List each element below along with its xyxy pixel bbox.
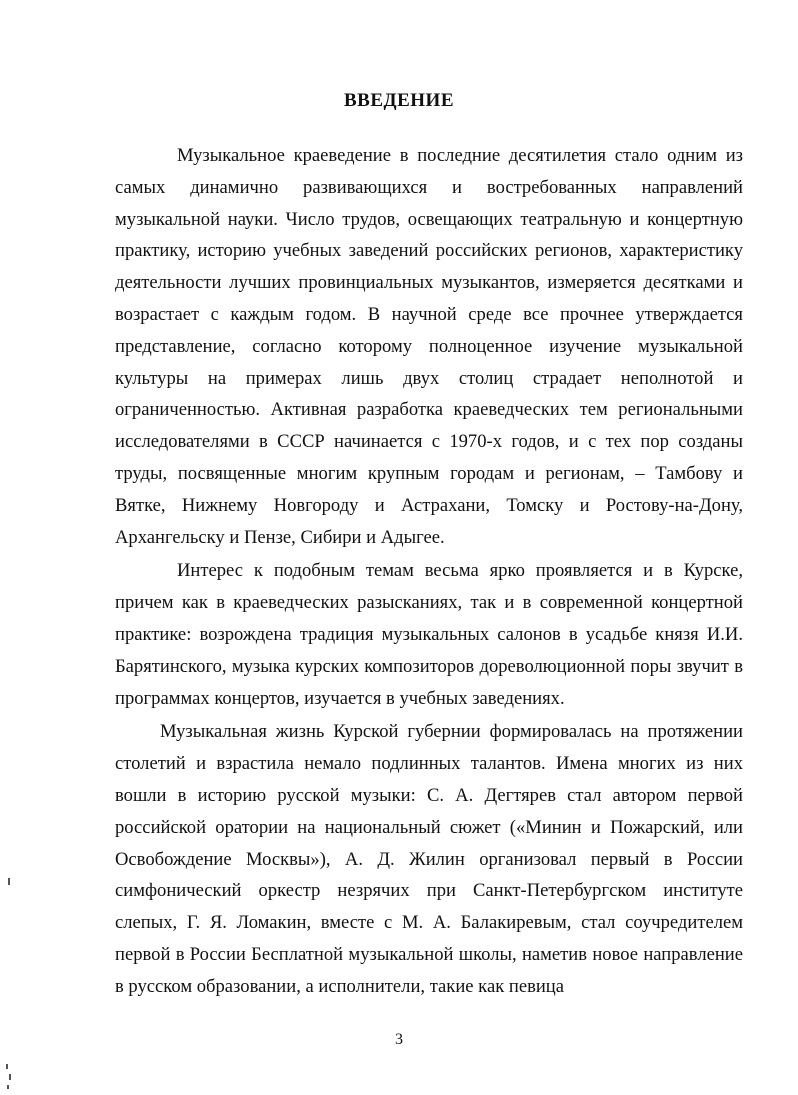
paragraph-3: Музыкальная жизнь Курской губернии формировалась на протяжении столетий и взрастила немало подлинных талантов. Имена многих из них вошли в историю русской музыки: С. А. Дегтярев стал автором первой российской оратории на национальный сюжет («Минин и Пожарский, или Освобождение Москвы»), А. Д. Жилин организовал первый в России симфонический оркестр незрячих при Санкт-Петербургском институте слепых, Г. Я. Ломакин, вместе с М. А. Балакиревым, стал соучредителем первой в России Бесплатной музыкальной школы, наметив новое направление в русском образовании, а исполнители, такие как певица — [115, 721, 743, 997]
scan-artifact-mark — [8, 878, 10, 885]
body-text — [115, 140, 743, 1003]
paragraph-1: Музыкальное краеведение в последние десятилетия стало одним из самых динамично развивающихся и востребованных направлений музыкальной науки. Число трудов, освещающих театральную и концертную практику, историю учебных заведений российских регионов, характеристику деятельности лучших провинциальных музыкантов, измеряется десятками и возрастает с каждым годом. В научной среде все прочнее утверждается представление, согласно которому полноценное изучение музыкальной культуры на примерах лишь двух столиц страдает неполнотой и ограниченностью. Активная разработка краеведческих тем региональными исследователями в СССР начинается с 1970-х годов, и с тех пор созданы труды, посвященные многим крупным городам и регионам, – Тамбову и Вятке, Нижнему Новгороду и Астрахани, Томску и Ростову-на-Дону, Архангельску и Пензе, Сибири и Адыгее. — [115, 145, 743, 548]
paragraph-2: Интерес к подобным темам весьма ярко проявляется и в Курске, причем как в краеведческих разысканиях, так и в современной концертной практике: возрождена традиция музыкальных салонов в усадьбе князя И.И. Барятинского, музыка курских композиторов дореволюционной поры звучит в программах концертов, изучается в учебных заведениях. — [115, 560, 743, 709]
scan-artifact-mark — [9, 1074, 11, 1080]
scan-artifact-mark — [6, 1064, 8, 1069]
page-title: ВВЕДЕНИЕ — [344, 90, 454, 111]
scan-artifact-mark — [7, 1085, 9, 1089]
page-number: 3 — [395, 1031, 403, 1048]
